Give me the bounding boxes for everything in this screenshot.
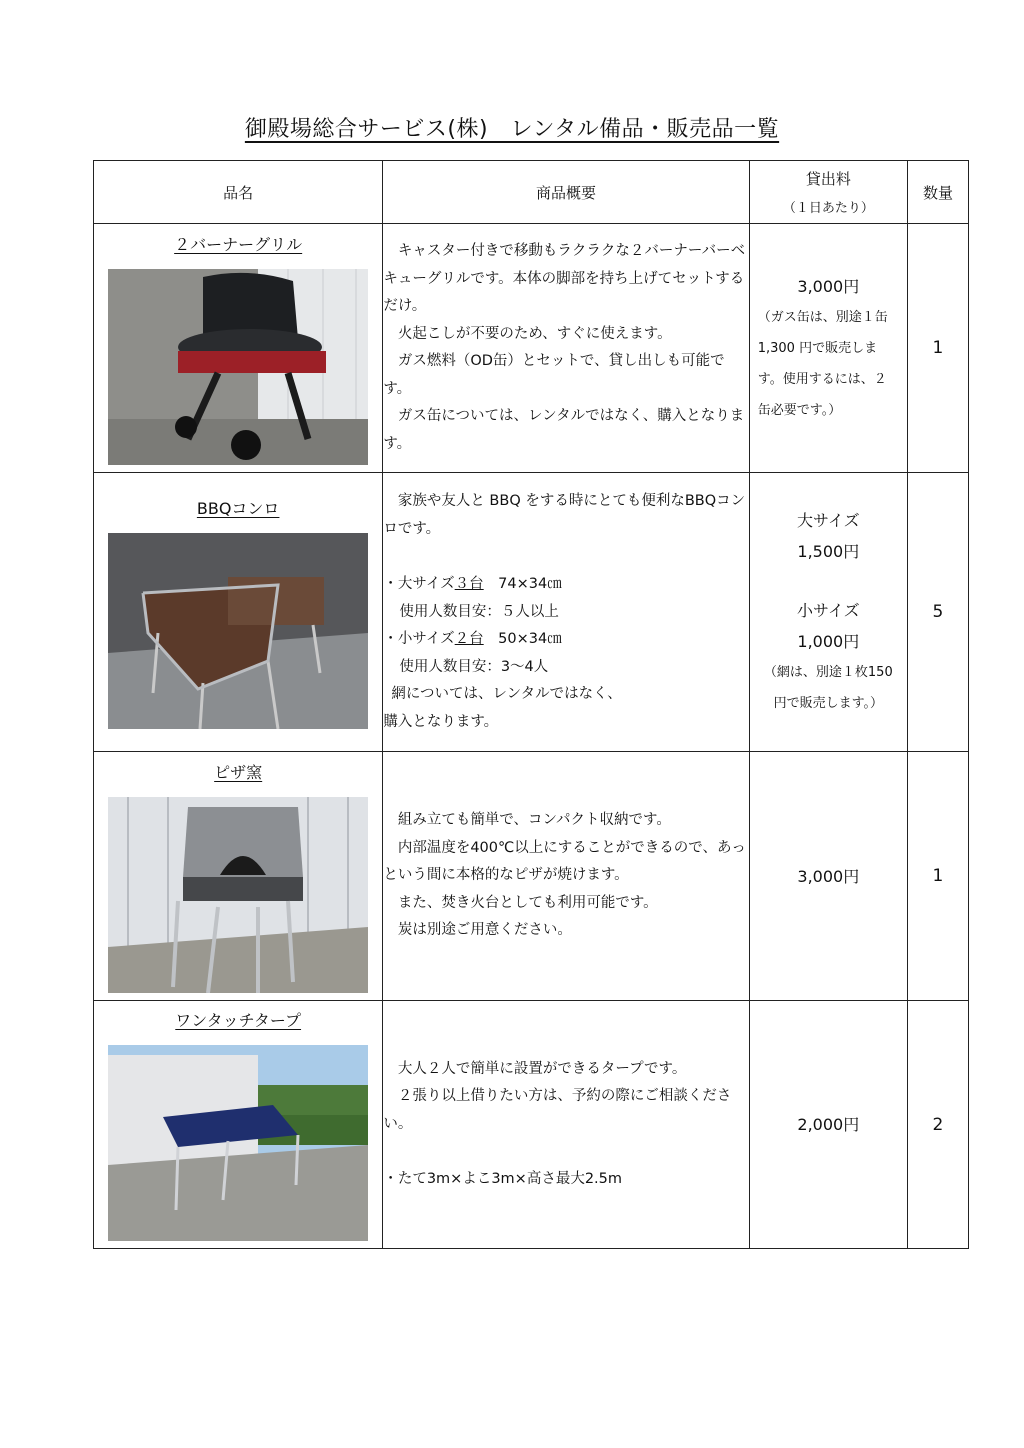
item-desc-cell [383,224,749,473]
size-count: ２台 [454,631,484,647]
rental-table [93,160,969,1249]
table-row [94,224,969,473]
desc-line: ２張り以上借りたい方は、予約の際にご相談ください。 [383,1088,732,1132]
desc-line: 内部温度を400℃以上にすることができるので、あっという間に本格的なピザが焼けます。 [383,839,746,884]
item-name: ２バーナーグリル [174,234,303,254]
item-name-cell [94,1001,383,1249]
desc-line: 使用人数目安：５人以上 [399,603,559,620]
desc-line: 大人２人で簡単に設置ができるタープです。 [383,1060,687,1077]
item-name-cell [94,473,383,752]
header-desc: 商品概要 [383,161,749,224]
table-row [94,473,969,752]
table-row [94,752,969,1001]
item-name: ピザ窯 [214,762,263,782]
item-price: 3,000円 [797,866,860,886]
desc-line: ・たて3m×よこ3m×高さ最大2.5m [383,1171,623,1187]
item-price-cell [749,752,907,1001]
item-qty: 1 [907,224,968,473]
desc-line-small-size [383,626,748,654]
item-price-cell [749,1001,907,1249]
item-qty: 5 [907,473,968,752]
item-price: 2,000円 [797,1115,860,1134]
desc-line: 組み立ても簡単で、コンパクト収納です。 [383,812,671,829]
header-price-sub: （１日あたり） [782,201,874,216]
table-header-row [94,161,969,224]
item-price-cell [749,473,907,752]
price-large-label: 大サイズ [796,511,860,530]
header-price-label: 貸出料 [805,170,851,188]
item-desc-cell [383,752,749,1001]
item-name: ワンタッチタープ [175,1011,302,1030]
header-qty: 数量 [907,161,968,224]
desc-line-large-size [383,571,748,599]
bbq-stove-photo [108,533,368,729]
desc-line: キャスター付きで移動もラクラクな２バーナーバーベキューグリルです。本体の脚部を持ち上げてセットするだけ。 [383,243,746,314]
pizza-oven-photo [108,797,368,993]
price-note: （ガス缶は、別途１缶1,300 円で販売します。使用するには、２缶必要です。） [757,309,888,418]
desc-line: 炭は別途ご用意ください。 [383,922,572,939]
desc-line: 火起こしが不要のため、すぐに使えます。 [383,325,672,342]
price-small: 1,000円 [797,632,860,651]
size-label: ・大サイズ [383,576,455,592]
size-count: ３台 [454,576,484,592]
item-name-cell [94,224,383,473]
size-dimensions: 74×34㎝ [483,576,562,592]
grill-photo [108,269,368,465]
desc-line: また、焚き火台としても利用可能です。 [383,894,658,911]
desc-line: ガス燃料（OD缶）とセットで、貸し出しも可能です。 [383,353,725,397]
desc-line: 網については、レンタルではなく、 [391,686,622,702]
item-desc-cell [383,473,749,752]
desc-line: 家族や友人と BBQ をする時にとても便利なBBQコンロです。 [383,493,746,537]
item-desc-cell [383,1001,749,1249]
item-name: BBQコンロ [196,498,280,518]
desc-line: 使用人数目安：3～4人 [399,658,549,675]
price-small-label: 小サイズ [796,601,860,620]
item-name-cell [94,752,383,1001]
item-qty: 1 [907,752,968,1001]
table-row [94,1001,969,1249]
header-name: 品名 [94,161,383,224]
page-title: 御殿場総合サービス(株) レンタル備品・販売品一覧 [244,117,780,142]
price-note: （網は、別途１枚150円で販売します。） [763,665,893,711]
size-dimensions: 50×34㎝ [483,631,562,647]
price-large: 1,500円 [797,542,860,561]
item-price-cell [749,224,907,473]
tarp-photo [108,1045,368,1241]
size-label: ・小サイズ [383,631,455,647]
header-price [749,161,907,224]
item-price: 3,000円 [797,276,860,296]
item-qty: 2 [907,1001,968,1249]
desc-line: 購入となります。 [383,713,499,730]
desc-line: ガス缶については、レンタルではなく、購入となります。 [383,408,745,452]
